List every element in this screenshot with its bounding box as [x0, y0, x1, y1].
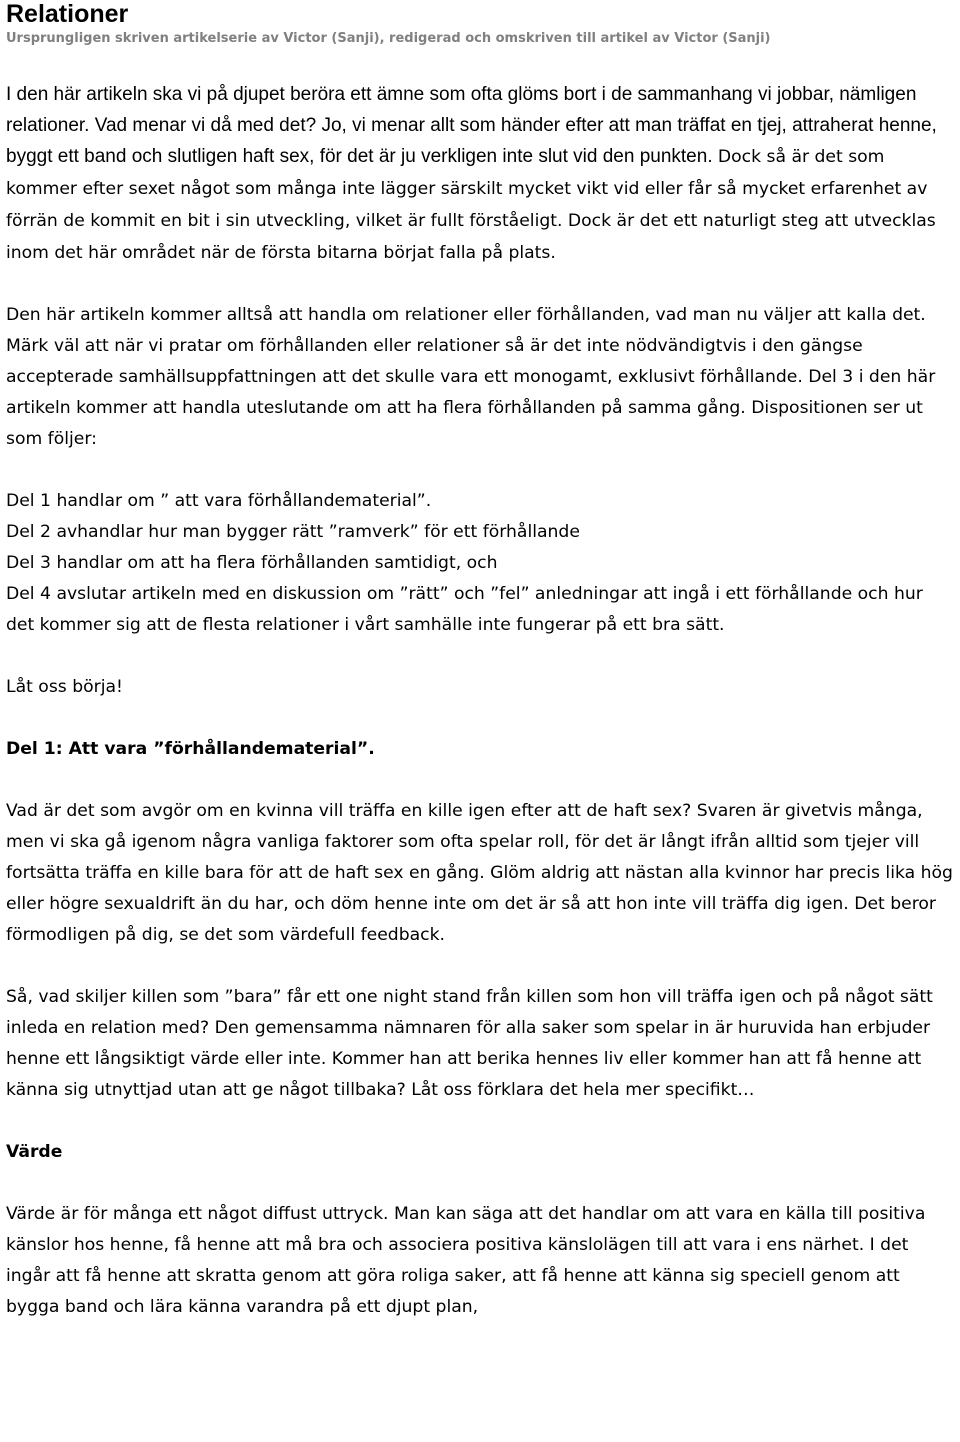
paragraph-spacer — [6, 641, 956, 672]
document-subtitle: Ursprungligen skriven artikelserie av Victor (Sanji), redigerad och omskriven till artikel av Victor (Sanji) — [6, 31, 771, 46]
paragraph-spacer — [6, 951, 956, 982]
paragraph-spacer — [6, 1106, 956, 1137]
intro-paragraph — [6, 79, 956, 269]
paragraph-varde: Värde är för många ett något diffust uttryck. Man kan säga att det handlar om att vara en källa till positiva känslor hos henne, få henne att må bra och associera positiva känslolägen till att vara i ens närhet. I det ingår att få henne att skratta genom att göra roliga saker, att få henne att känna sig speciell genom att bygga band och lära känna varandra på ett djupt plan, — [6, 1204, 926, 1317]
paragraph-spacer — [6, 455, 956, 486]
list-item: Del 4 avslutar artikeln med en diskussion om ”rätt” och ”fel” anledningar att ingå i ett förhållande och hur det kommer sig att de flesta relationer i vårt samhälle inte fungerar på ett bra sätt. — [6, 584, 923, 635]
lets-start-line: Låt oss börja! — [6, 677, 123, 697]
paragraph-spacer — [6, 703, 956, 734]
section-heading-del1: Del 1: Att vara ”förhållandematerial”. — [6, 739, 375, 759]
document-page — [6, 0, 956, 1323]
disposition-list — [6, 486, 956, 641]
list-item: Del 1 handlar om ” att vara förhållandematerial”. — [6, 491, 432, 511]
paragraph-spacer — [6, 765, 956, 796]
intro-text-part1: I den här artikeln ska vi på djupet beröra ett ämne som ofta glöms bort i de sammanhang vi jobbar, nämligen relationer. Vad menar vi då med det? Jo, vi menar allt som händer efter att man träffat en tjej, attraherat henne, byggt ett band och slutligen haft sex, för det är ju verkligen inte slut vid den punkten. — [6, 84, 937, 167]
list-item: Del 2 avhandlar hur man bygger rätt ”ramverk” för ett förhållande — [6, 522, 580, 542]
paragraph-spacer — [6, 1168, 956, 1199]
paragraph-what-decides: Vad är det som avgör om en kvinna vill träffa en kille igen efter att de haft sex? Svaren är givetvis många, men vi ska gå igenom några vanliga faktorer som ofta spelar roll, för det är långt ifrån alltid som tjejer vill fortsätta träffa en kille bara för att de haft sex en gång. Glöm aldrig att nästan alla kvinnor har precis lika hög eller högre sexualdrift än du har, och döm henne inte om det är så att hon inte vill träffa dig igen. Det beror förmodligen på dig, se det som värdefull feedback. — [6, 801, 953, 945]
paragraph-spacer — [6, 269, 956, 300]
section-heading-varde: Värde — [6, 1142, 63, 1162]
intro-text-part2: Dock så är det som kommer efter sexet något som många inte lägger särskilt mycket vikt vid eller får så mycket erfarenhet av förrän de kommit en bit i sin utveckling, vilket är fullt förståeligt. Dock är det ett naturligt steg att utvecklas inom det här området när de första bitarna börjat falla på plats. — [6, 147, 936, 263]
list-item: Del 3 handlar om att ha flera förhållanden samtidigt, och — [6, 553, 498, 573]
paragraph-what-differs: Så, vad skiljer killen som ”bara” får ett one night stand från killen som hon vill träffa igen och på något sätt inleda en relation med? Den gemensamma nämnaren för alla saker som spelar in är huruvida han erbjuder henne ett långsiktigt värde eller inte. Kommer han att berika hennes liv eller kommer han att få henne att känna sig utnyttjad utan att ge något tillbaka? Låt oss förklara det hela mer specifikt… — [6, 987, 933, 1100]
paragraph-disposition: Den här artikeln kommer alltså att handla om relationer eller förhållanden, vad man nu väljer att kalla det. Märk väl att när vi pratar om förhållanden eller relationer så är det inte nödvändigtvis i den gängse accepterade samhällsuppfattningen att det skulle vara ett monogamt, exklusivt förhållande. Del 3 i den här artikeln kommer att handla uteslutande om att ha flera förhållanden på samma gång. Dispositionen ser ut som följer: — [6, 305, 936, 449]
document-title: Relationer — [6, 0, 129, 28]
